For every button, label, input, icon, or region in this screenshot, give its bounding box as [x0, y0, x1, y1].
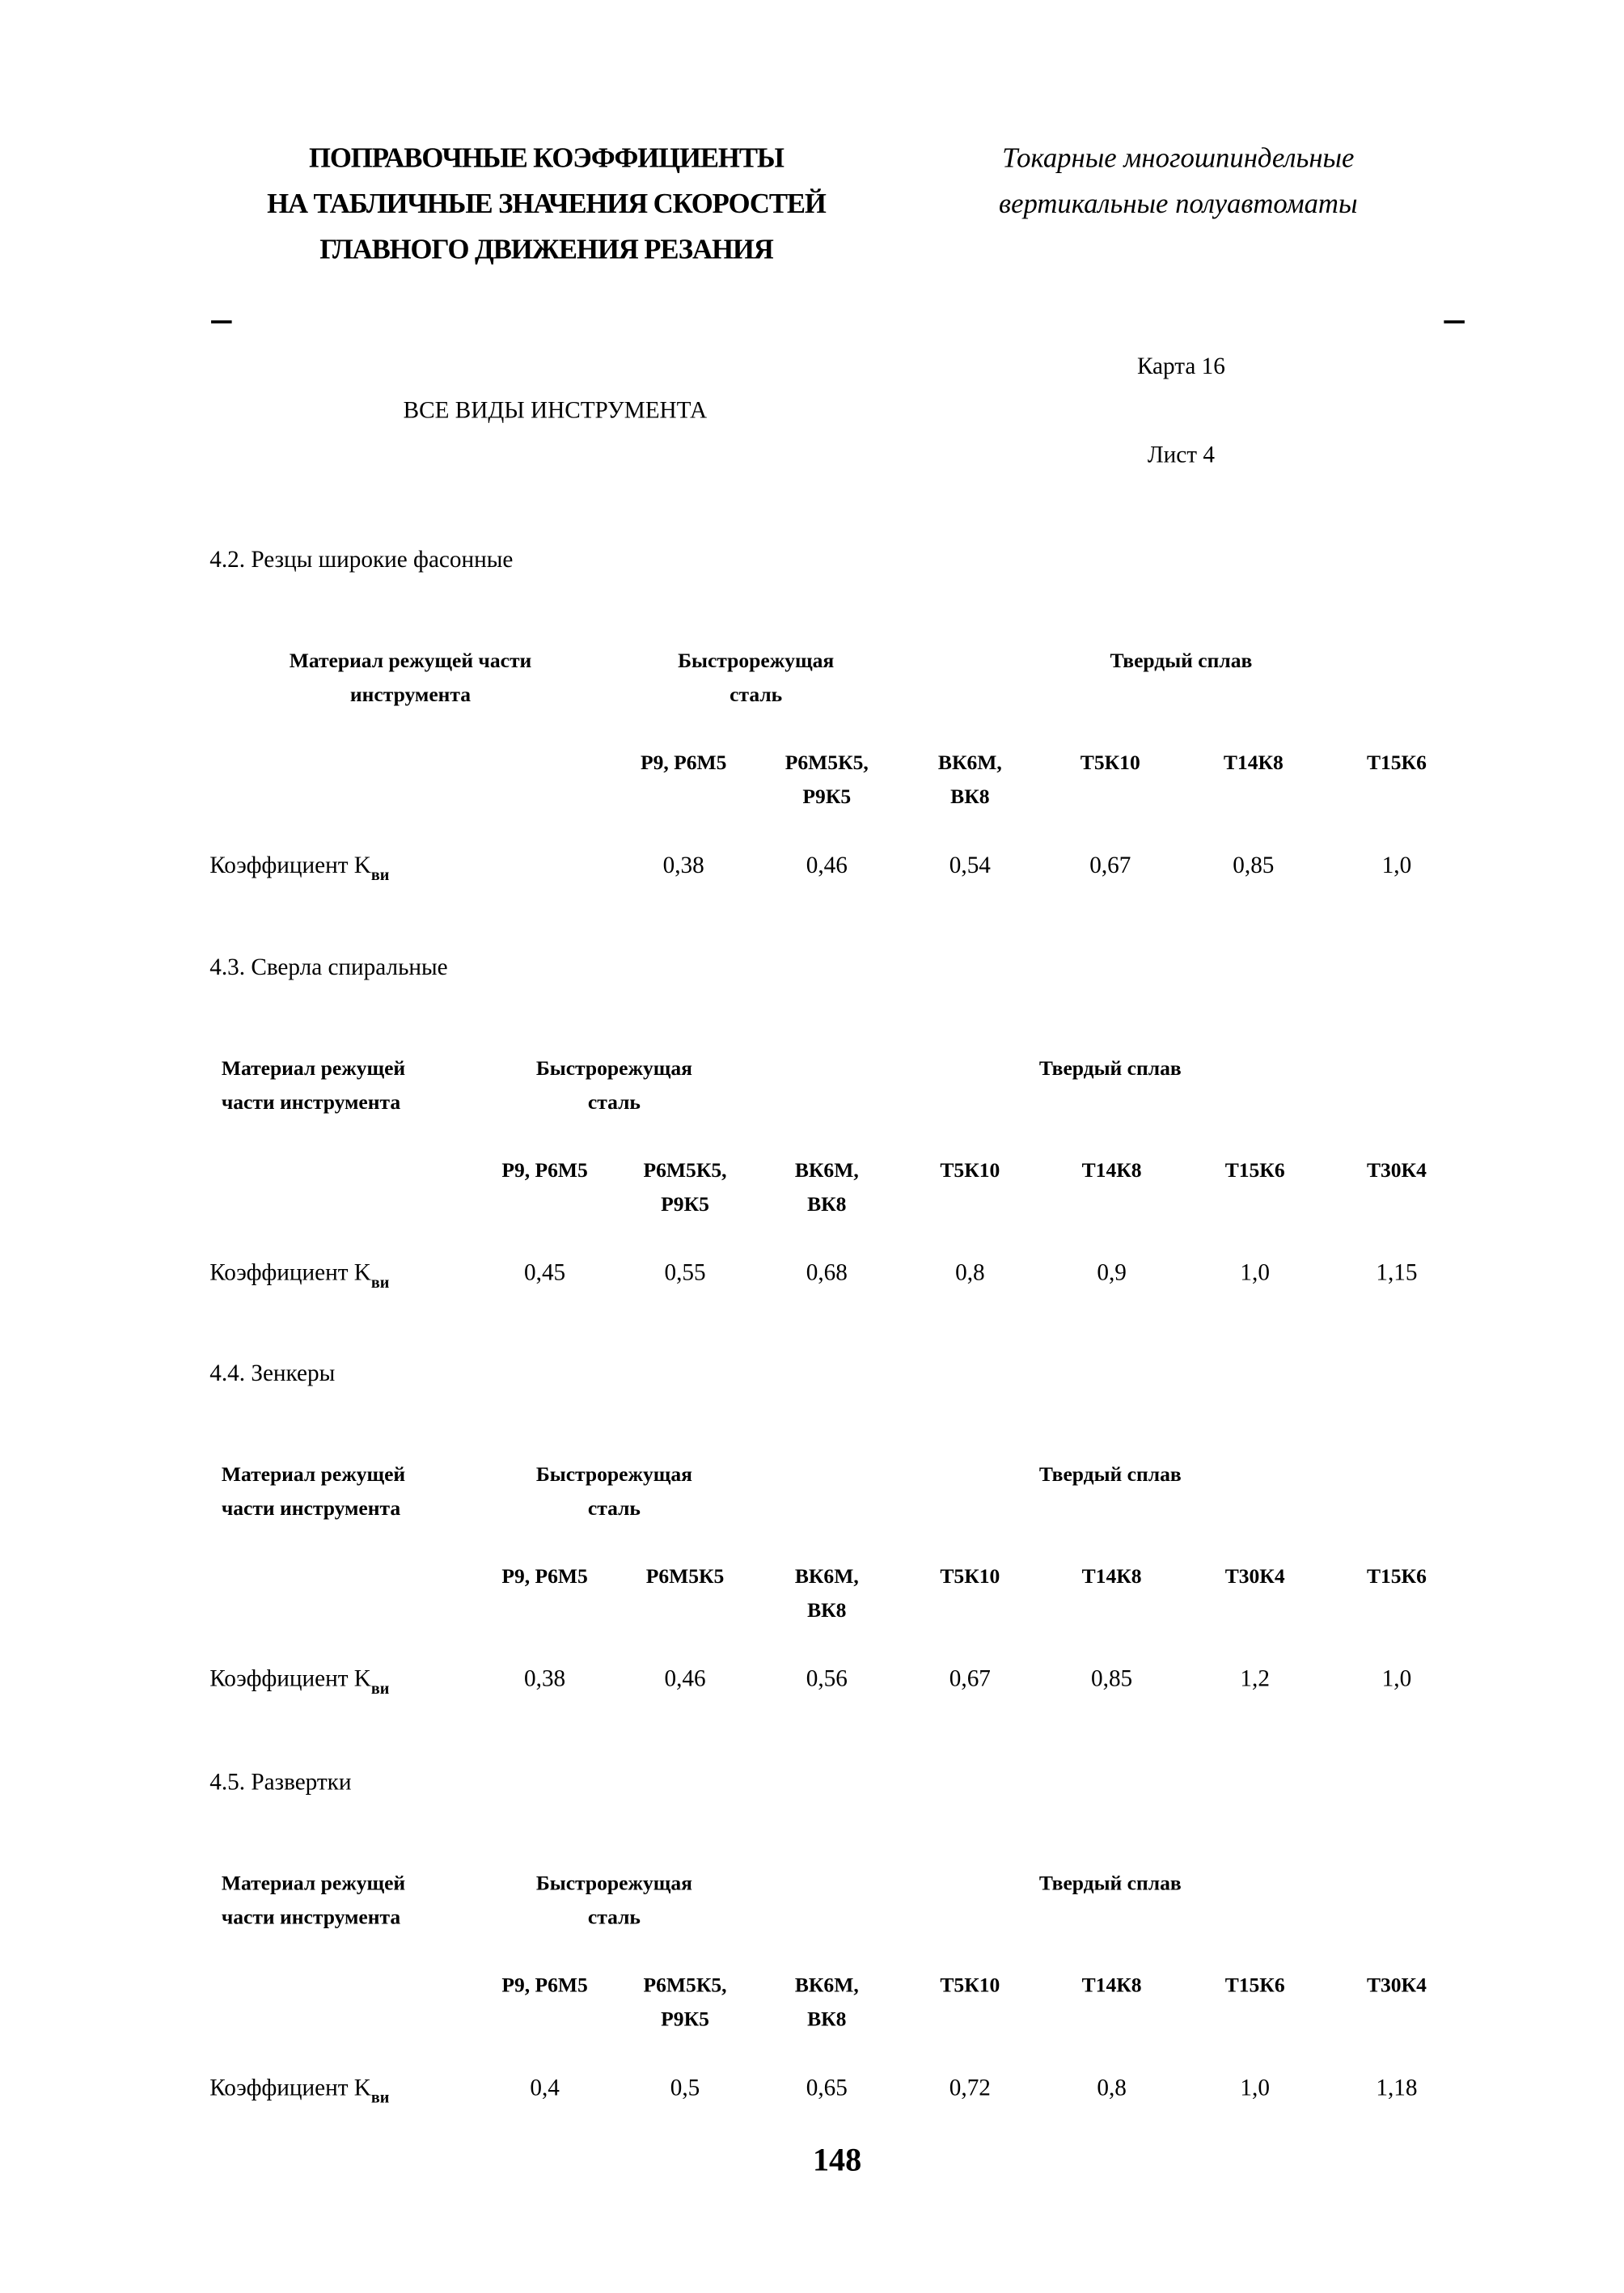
coefficient-value: 0,8	[1097, 2075, 1127, 2101]
grade-header: Т14К8	[1223, 753, 1284, 776]
carbide-group-header: Твердый сплав	[1038, 1058, 1182, 1081]
coefficient-value: 0,4	[530, 2075, 560, 2101]
hss-group-header: сталь	[587, 1498, 641, 1521]
grade-header: ВК8	[807, 1194, 847, 1217]
grade-header: ВК6М,	[794, 1160, 859, 1183]
subtitle-line-2: вертикальные полуавтоматы	[999, 188, 1358, 220]
grade-header: Р9, Р6М5	[501, 1160, 588, 1183]
table-heading: 4.2. Резцы широкие фасонные	[209, 548, 514, 573]
material-header: части инструмента	[221, 1092, 401, 1115]
coefficient-subscript: ви	[370, 1680, 390, 1699]
hss-group-header: Быстрорежущая	[535, 1873, 692, 1896]
material-header: инструмента	[349, 685, 472, 708]
hss-group-header: сталь	[730, 685, 783, 708]
hss-group-header: Быстрорежущая	[678, 651, 835, 674]
grade-header: Т14К8	[1081, 1566, 1142, 1589]
coefficient-value: 0,46	[806, 853, 848, 879]
hss-group-header: сталь	[587, 1092, 641, 1115]
page-number: 148	[812, 2140, 862, 2178]
coefficient-value: 0,38	[524, 1666, 566, 1693]
grade-header: ВК6М,	[937, 753, 1002, 776]
table-heading: 4.5. Развертки	[209, 1770, 352, 1796]
coefficient-value: 0,85	[1091, 1666, 1133, 1693]
grade-header: Т15К6	[1366, 753, 1427, 776]
material-header: Материал режущей	[221, 1873, 406, 1896]
coefficient-label-text: Коэффициент K	[209, 853, 371, 879]
hss-group-header: Быстрорежущая	[535, 1464, 692, 1487]
coefficient-label-text: Коэффициент K	[209, 1260, 371, 1287]
table-heading: 4.4. Зенкеры	[209, 1361, 336, 1387]
margin-mark-right	[1444, 320, 1465, 324]
coefficient-value: 0,38	[662, 853, 704, 879]
material-header: части инструмента	[221, 1907, 401, 1930]
grade-header: Р9К5	[661, 2009, 709, 2032]
grade-header: Р6М5К5	[645, 1566, 725, 1589]
grade-header: ВК6М,	[794, 1566, 859, 1589]
material-header: Материал режущей части	[289, 651, 532, 674]
coefficient-label	[209, 2075, 389, 2113]
coefficient-value: 0,46	[664, 1666, 706, 1693]
coefficient-value: 0,56	[806, 1666, 848, 1693]
coefficient-subscript: ви	[370, 1274, 390, 1292]
grade-header: Т14К8	[1081, 1975, 1142, 1998]
grade-header: Р9К5	[802, 786, 852, 810]
coefficient-value: 0,85	[1233, 853, 1275, 879]
grade-header: Т30К4	[1224, 1566, 1285, 1589]
coefficient-value: 0,54	[949, 853, 991, 879]
table-heading: 4.3. Сверла спиральные	[209, 955, 448, 981]
coefficient-label	[209, 852, 389, 890]
coefficient-value: 0,68	[806, 1260, 848, 1287]
coefficient-value: 1,0	[1240, 1260, 1270, 1287]
coefficient-value: 0,67	[949, 1666, 991, 1693]
margin-mark-left	[211, 320, 232, 324]
material-header: части инструмента	[221, 1498, 401, 1521]
title-line-2: НА ТАБЛИЧНЫЕ ЗНАЧЕНИЯ СКОРОСТЕЙ	[267, 188, 826, 220]
grade-header: Т5К10	[940, 1566, 1000, 1589]
coefficient-value: 1,0	[1381, 1666, 1412, 1693]
title-line-1: ПОПРАВОЧНЫЕ КОЭФФИЦИЕНТЫ	[309, 143, 784, 175]
coefficient-value: 0,5	[670, 2075, 700, 2101]
carbide-group-header: Твердый сплав	[1038, 1873, 1182, 1896]
grade-header: Т15К6	[1224, 1975, 1285, 1998]
grade-header: Т15К6	[1366, 1566, 1427, 1589]
coefficient-label-text: Коэффициент K	[209, 2075, 371, 2101]
coefficient-label	[209, 1665, 389, 1703]
coefficient-value: 0,67	[1089, 853, 1131, 879]
card-number: Карта 16	[1136, 354, 1225, 380]
subtitle-line-1: Токарные многошпиндельные	[1002, 143, 1355, 175]
coefficient-value: 0,8	[955, 1260, 985, 1287]
grade-header: Т15К6	[1224, 1160, 1285, 1183]
grade-header: Р9К5	[661, 1194, 709, 1217]
coefficient-value: 0,72	[949, 2075, 991, 2101]
coefficient-value: 1,0	[1240, 2075, 1270, 2101]
coefficient-subscript: ви	[370, 2089, 390, 2107]
grade-header: ВК8	[807, 2009, 847, 2032]
coefficient-label	[209, 1259, 389, 1297]
coefficient-value: 0,55	[664, 1260, 706, 1287]
grade-header: Р6М5К5,	[785, 753, 869, 776]
grade-header: ВК8	[950, 786, 990, 810]
coefficient-value: 0,45	[524, 1260, 566, 1287]
grade-header: Р6М5К5,	[643, 1975, 727, 1998]
grade-header: Р9, Р6М5	[501, 1566, 588, 1589]
coefficient-value: 0,9	[1097, 1260, 1127, 1287]
grade-header: Т5К10	[1080, 753, 1140, 776]
sheet-number: Лист 4	[1147, 442, 1215, 468]
material-header: Материал режущей	[221, 1464, 406, 1487]
coefficient-value: 1,18	[1376, 2075, 1418, 2101]
coefficient-value: 1,15	[1376, 1260, 1418, 1287]
coefficient-subscript: ви	[370, 866, 390, 885]
coefficient-value: 0,65	[806, 2075, 848, 2101]
coefficient-value: 1,2	[1240, 1666, 1270, 1693]
carbide-group-header: Твердый сплав	[1110, 651, 1253, 674]
grade-header: ВК8	[807, 1600, 847, 1623]
grade-header: Р9, Р6М5	[640, 753, 727, 776]
grade-header: ВК6М,	[794, 1975, 859, 1998]
grade-header: Т30К4	[1366, 1975, 1427, 1998]
material-header: Материал режущей	[221, 1058, 406, 1081]
carbide-group-header: Твердый сплав	[1038, 1464, 1182, 1487]
hss-group-header: Быстрорежущая	[535, 1058, 692, 1081]
coefficient-label-text: Коэффициент K	[209, 1666, 371, 1693]
section-title: ВСЕ ВИДЫ ИНСТРУМЕНТА	[403, 398, 708, 424]
grade-header: Р6М5К5,	[643, 1160, 727, 1183]
grade-header: Т5К10	[940, 1975, 1000, 1998]
grade-header: Р9, Р6М5	[501, 1975, 588, 1998]
title-line-3: ГЛАВНОГО ДВИЖЕНИЯ РЕЗАНИЯ	[319, 235, 773, 266]
grade-header: Т5К10	[940, 1160, 1000, 1183]
grade-header: Т30К4	[1366, 1160, 1427, 1183]
grade-header: Т14К8	[1081, 1160, 1142, 1183]
coefficient-value: 1,0	[1381, 853, 1412, 879]
hss-group-header: сталь	[587, 1907, 641, 1930]
